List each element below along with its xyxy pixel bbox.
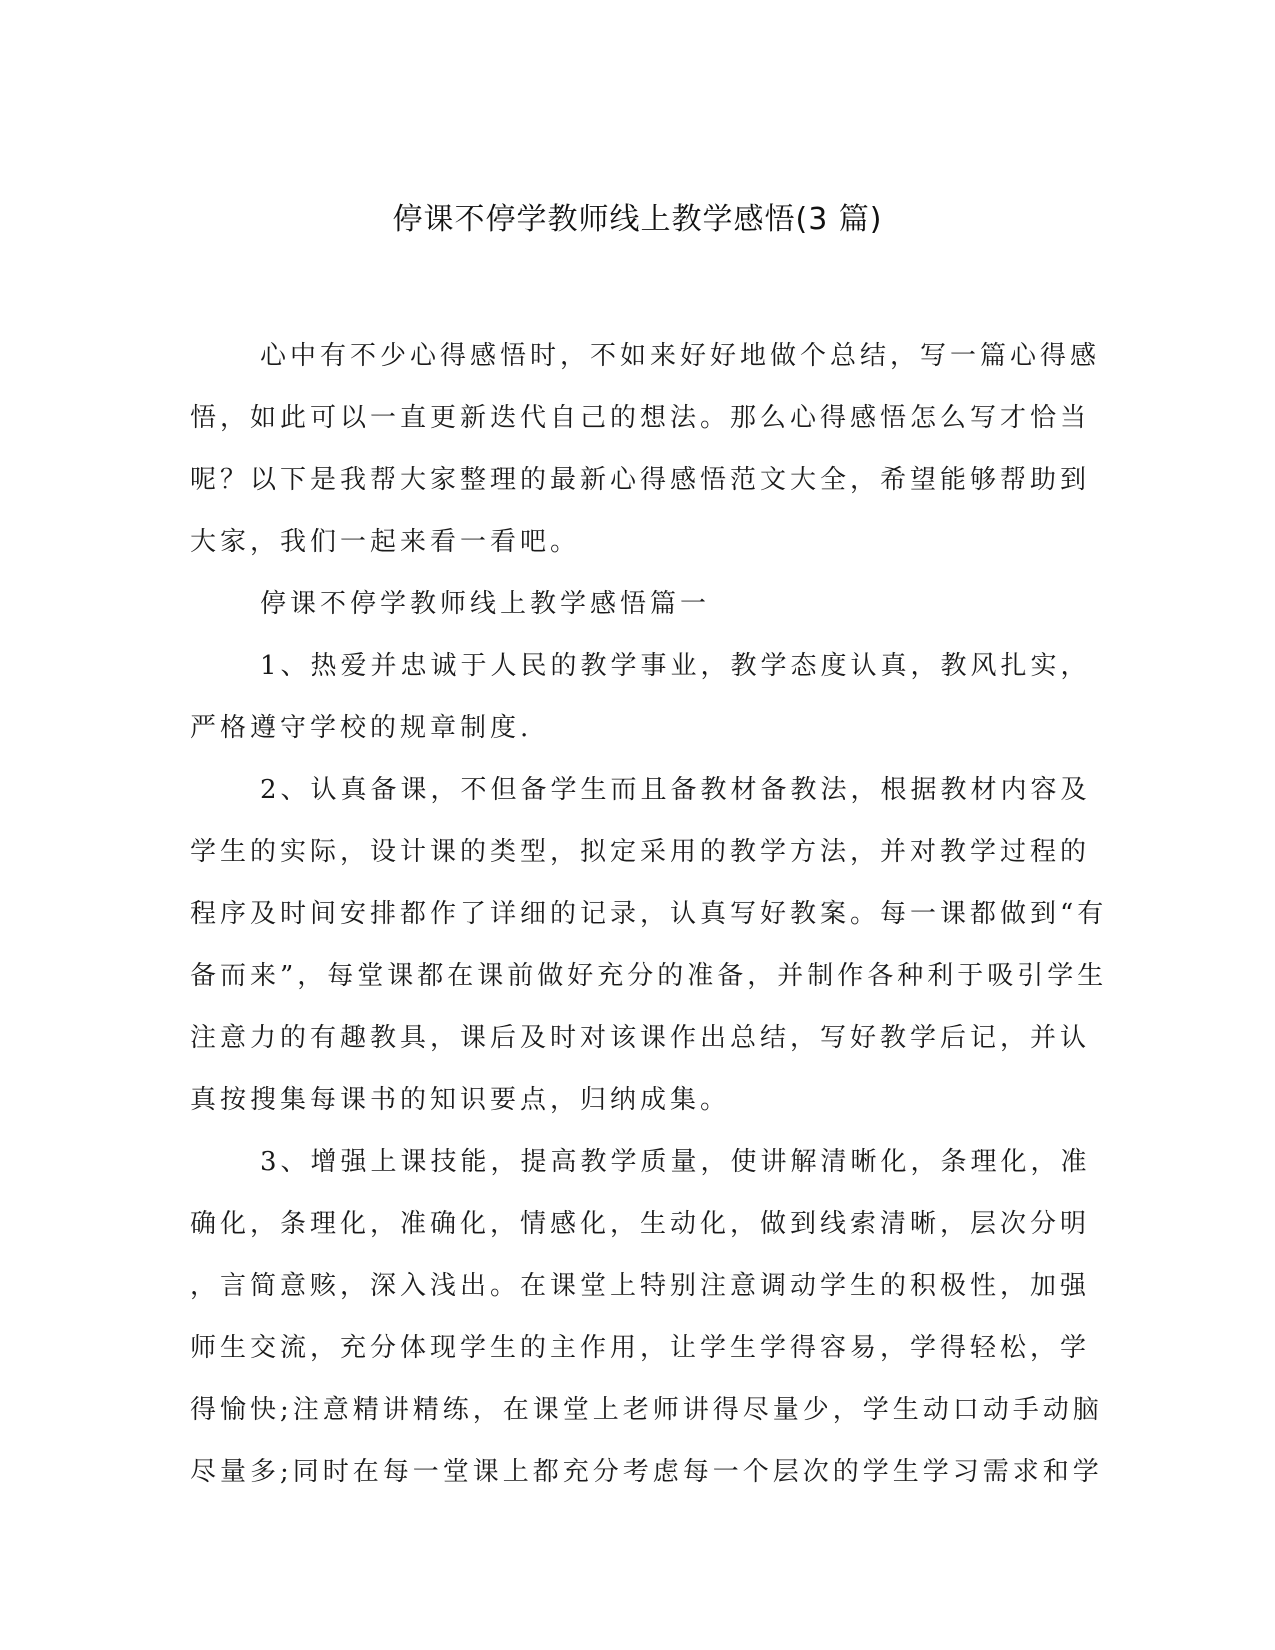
body-line: 大家，我们一起来看一看吧。	[190, 527, 581, 557]
body-line: 严格遵守学校的规章制度.	[190, 713, 533, 743]
body-line: 程序及时间安排都作了详细的记录，认真写好教案。每一课都做到“有	[190, 899, 1108, 929]
body-line: 3、增强上课技能，提高教学质量，使讲解清晰化，条理化，准	[260, 1147, 1091, 1177]
body-line: 得愉快;注意精讲精练，在课堂上老师讲得尽量少，学生动口动手动脑	[190, 1395, 1103, 1425]
document-body	[190, 325, 1108, 1503]
body-line: 真按搜集每课书的知识要点，归纳成集。	[190, 1085, 731, 1115]
body-line: 心中有不少心得感悟时，不如来好好地做个总结，写一篇心得感	[260, 341, 1101, 371]
body-line: 呢？以下是我帮大家整理的最新心得感悟范文大全，希望能够帮助到	[190, 465, 1091, 495]
body-line: 2、认真备课，不但备学生而且备教材备教法，根据教材内容及	[260, 775, 1091, 805]
body-line: 悟，如此可以一直更新迭代自己的想法。那么心得感悟怎么写才恰当	[190, 403, 1091, 433]
body-line: 学生的实际，设计课的类型，拟定采用的教学方法，并对教学过程的	[190, 837, 1091, 867]
body-line: 尽量多;同时在每一堂课上都充分考虑每一个层次的学生学习需求和学	[190, 1457, 1103, 1487]
document-title: 停课不停学教师线上教学感悟(3 篇)	[392, 202, 883, 237]
body-line: 确化，条理化，准确化，情感化，生动化，做到线索清晰，层次分明	[190, 1209, 1091, 1239]
body-line: 师生交流，充分体现学生的主作用，让学生学得容易，学得轻松，学	[190, 1333, 1091, 1363]
body-line: ，言简意赅，深入浅出。在课堂上特别注意调动学生的积极性，加强	[190, 1271, 1091, 1301]
body-line: 1、热爱并忠诚于人民的教学事业，教学态度认真，教风扎实，	[260, 651, 1091, 681]
section-heading: 停课不停学教师线上教学感悟篇一	[260, 589, 711, 619]
body-line: 备而来”，每堂课都在课前做好充分的准备，并制作各种利于吸引学生	[190, 961, 1108, 991]
body-line: 注意力的有趣教具，课后及时对该课作出总结，写好教学后记，并认	[190, 1023, 1091, 1053]
